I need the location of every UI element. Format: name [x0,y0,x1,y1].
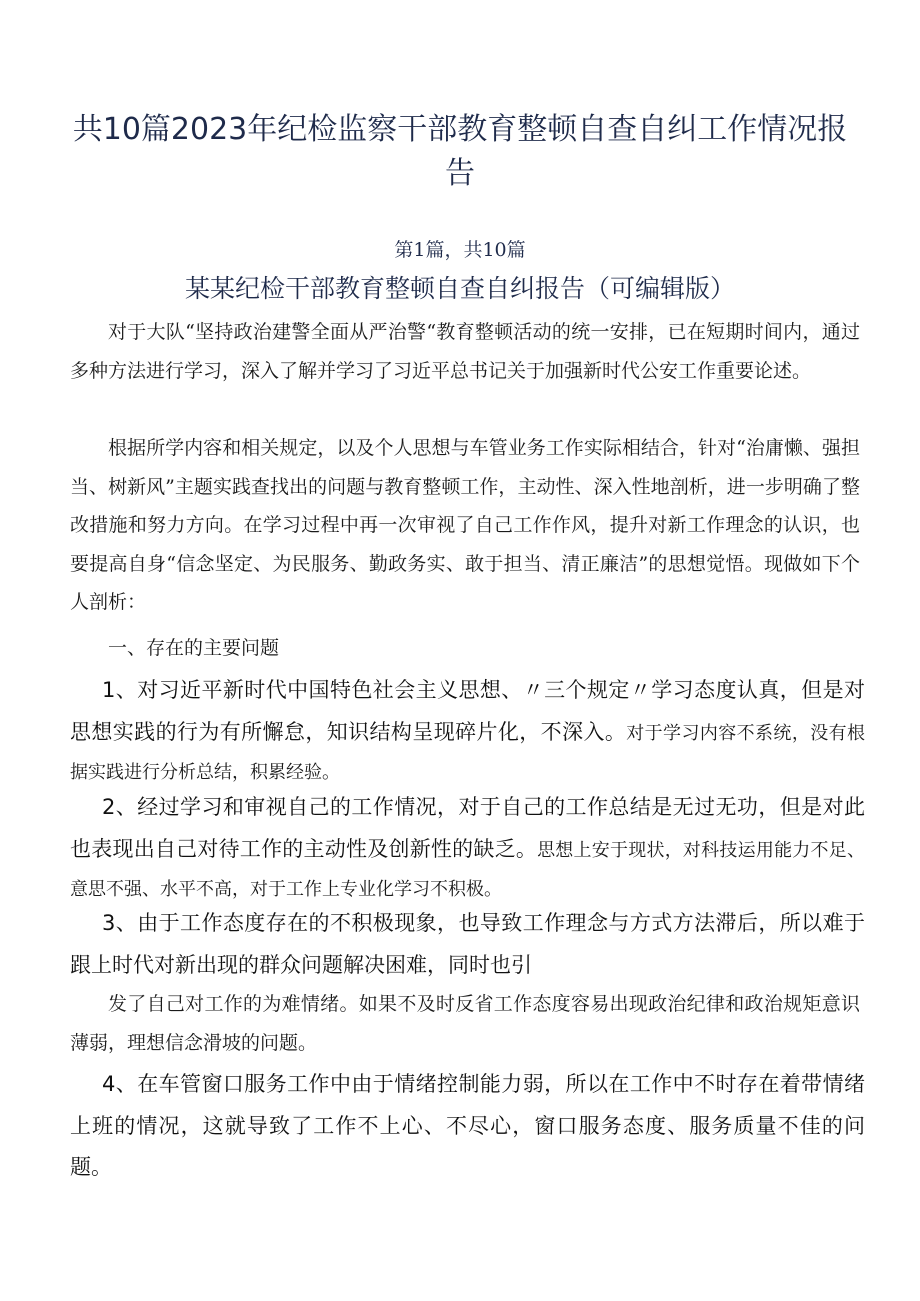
problem-item-2-normal: 思想上安于现状，对科技运用能力不足、意思不强、水平不高，对于工作上专业化学习不积极。 [70,839,865,900]
document-title: 共10篇2023年纪检监察干部教育整顿自查自纠工作情况报告 [72,112,848,191]
problem-item-4-bold: 4、在车管窗口服务工作中由于情绪控制能力弱，所以在工作中不时存在着带情绪上班的情况，这就导致了工作不上心、不尽心，窗口服务态度、服务质量不佳的问题。 [70,1072,865,1179]
problem-item-1-normal: 对于学习内容不系统，没有根据实践进行分析总结，积累经验。 [70,722,866,783]
document-subtitle: 某某纪检干部教育整顿自查自纠报告（可编辑版） [184,274,735,303]
problem-item-4 [70,1065,865,1190]
section-heading: 一、存在的主要问题 [108,637,280,659]
part-label: 第1篇，共10篇 [394,239,526,261]
problem-item-3 [70,904,865,987]
problem-item-3-bold: 3、由于工作态度存在的不积极现象，也导致工作理念与方式方法滞后，所以难于跟上时代对新出现的群众问题解决困难，同时也引 [70,911,865,977]
paragraph-intro: 对于大队“坚持政治建警全面从严治警“教育整顿活动的统一安排，已在短期时间内，通过多种方法进行学习，深入了解并学习了习近平总书记关于加强新时代公安工作重要论述。 [70,321,860,382]
problem-item-1-bold: 1、对习近平新时代中国特色社会主义思想、〃三个规定〃学习态度认真，但是对思想实践的行为有所懈怠，知识结构呈现碎片化，不深入。 [70,678,865,744]
problem-item-1 [70,671,865,794]
problem-item-2-bold: 2、经过学习和审视自己的工作情况，对于自己的工作总结是无过无功，但是对此也表现出自己对待工作的主动性及创新性的缺乏。 [70,795,865,861]
paragraph-analysis: 根据所学内容和相关规定，以及个人思想与车管业务工作实际相结合，针对“治庸懒、强担当、树新风”主题实践查找出的问题与教育整顿工作，主动性、深入性地剖析，进一步明确了整改措施和努力方向。在学习过程中再一次审视了自己工作作风，提升对新工作理念的认识，也要提高自身“信念坚定、为民服务、勤政务实、敢于担当、清正廉洁”的思想觉悟。现做如下个人剖析： [70,437,860,613]
problem-item-2 [70,788,865,911]
problem-item-3-continuation: 发了自己对工作的为难情绪。如果不及时反省工作态度容易出现政治纪律和政治规矩意识薄弱，理想信念滑坡的问题。 [70,993,860,1054]
